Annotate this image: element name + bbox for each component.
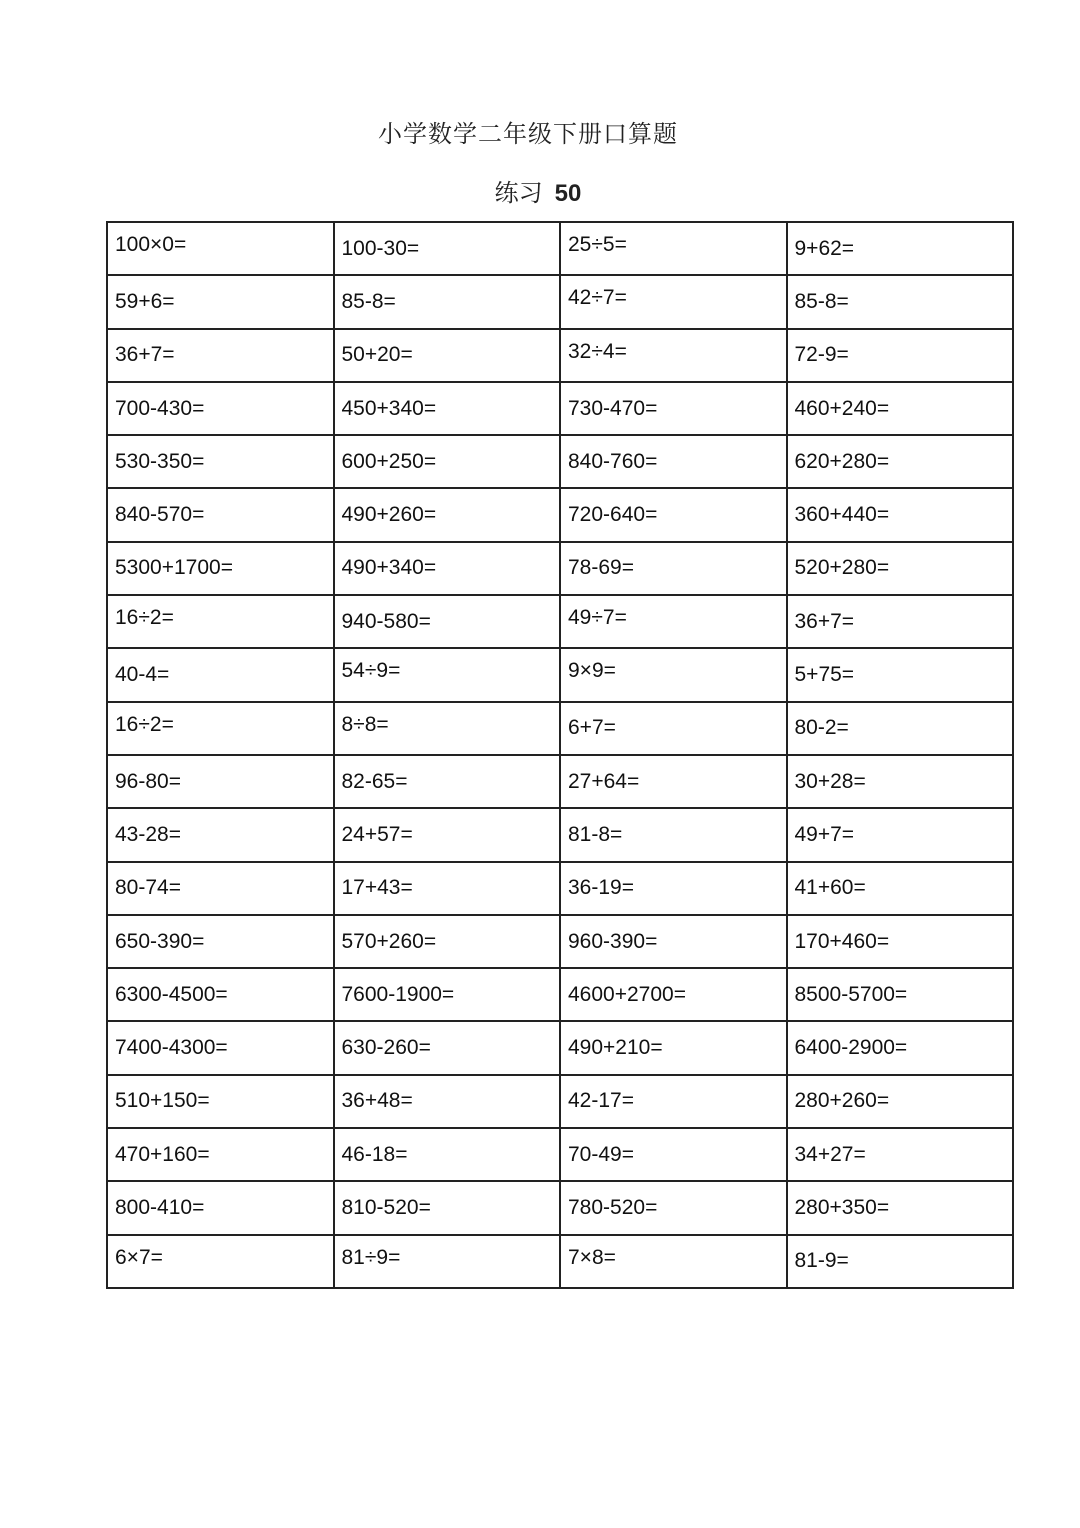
table-row (107, 275, 1013, 328)
problem-cell: 16÷2= (107, 702, 334, 755)
problem-cell: 4600+2700= (560, 968, 787, 1021)
problem-cell: 49+7= (787, 808, 1014, 861)
problem-cell: 40-4= (107, 648, 334, 701)
problem-cell: 490+210= (560, 1021, 787, 1074)
problem-cell: 7×8= (560, 1235, 787, 1288)
problem-cell: 700-430= (107, 382, 334, 435)
problem-cell: 80-74= (107, 862, 334, 915)
problem-cell: 510+150= (107, 1075, 334, 1128)
problem-cell: 630-260= (334, 1021, 561, 1074)
problem-cell: 6+7= (560, 702, 787, 755)
problem-cell: 80-2= (787, 702, 1014, 755)
problem-cell: 34+27= (787, 1128, 1014, 1181)
problem-cell: 41+60= (787, 862, 1014, 915)
table-row (107, 542, 1013, 595)
problem-cell: 490+260= (334, 488, 561, 541)
problem-cell: 27+64= (560, 755, 787, 808)
table-row (107, 595, 1013, 648)
problem-cell: 30+28= (787, 755, 1014, 808)
problem-cell: 530-350= (107, 435, 334, 488)
exercise-heading (0, 173, 1076, 208)
problem-cell: 100-30= (334, 222, 561, 275)
problem-cell: 780-520= (560, 1181, 787, 1234)
problem-cell: 170+460= (787, 915, 1014, 968)
problem-cell: 81-8= (560, 808, 787, 861)
problem-cell: 5+75= (787, 648, 1014, 701)
table-row (107, 1181, 1013, 1234)
problem-cell: 72-9= (787, 329, 1014, 382)
problem-cell: 280+350= (787, 1181, 1014, 1234)
problem-cell: 570+260= (334, 915, 561, 968)
exercise-number: 50 (554, 180, 582, 207)
table-row (107, 702, 1013, 755)
problem-cell: 6300-4500= (107, 968, 334, 1021)
problem-cell: 730-470= (560, 382, 787, 435)
problem-cell: 490+340= (334, 542, 561, 595)
table-row (107, 1235, 1013, 1288)
problem-cell: 24+57= (334, 808, 561, 861)
problem-cell: 16÷2= (107, 595, 334, 648)
problem-cell: 650-390= (107, 915, 334, 968)
problem-cell: 8500-5700= (787, 968, 1014, 1021)
problem-cell: 36+7= (107, 329, 334, 382)
problem-cell: 32÷4= (560, 329, 787, 382)
table-row (107, 329, 1013, 382)
problem-cell: 100×0= (107, 222, 334, 275)
problem-cell: 7600-1900= (334, 968, 561, 1021)
problem-cell: 96-80= (107, 755, 334, 808)
table-row (107, 1075, 1013, 1128)
table-row (107, 222, 1013, 275)
table-row (107, 488, 1013, 541)
problem-cell: 46-18= (334, 1128, 561, 1181)
problem-cell: 49÷7= (560, 595, 787, 648)
problem-cell: 78-69= (560, 542, 787, 595)
table-row (107, 915, 1013, 968)
problem-cell: 810-520= (334, 1181, 561, 1234)
problem-cell: 42÷7= (560, 275, 787, 328)
problem-cell: 81-9= (787, 1235, 1014, 1288)
problem-cell: 8÷8= (334, 702, 561, 755)
problem-cell: 840-570= (107, 488, 334, 541)
problem-cell: 9×9= (560, 648, 787, 701)
problem-cell: 940-580= (334, 595, 561, 648)
problem-table (106, 221, 1014, 1289)
table-row (107, 1128, 1013, 1181)
problem-cell: 36+48= (334, 1075, 561, 1128)
problem-cell: 50+20= (334, 329, 561, 382)
problem-cell: 600+250= (334, 435, 561, 488)
problem-cell: 85-8= (787, 275, 1014, 328)
problem-cell: 54÷9= (334, 648, 561, 701)
problem-cell: 17+43= (334, 862, 561, 915)
problem-cell: 7400-4300= (107, 1021, 334, 1074)
problem-cell: 81÷9= (334, 1235, 561, 1288)
problem-cell: 6400-2900= (787, 1021, 1014, 1074)
problem-cell: 36+7= (787, 595, 1014, 648)
problem-cell: 36-19= (560, 862, 787, 915)
problem-cell: 470+160= (107, 1128, 334, 1181)
problem-cell: 25÷5= (560, 222, 787, 275)
table-row (107, 862, 1013, 915)
problem-cell: 520+280= (787, 542, 1014, 595)
problem-cell: 70-49= (560, 1128, 787, 1181)
problem-cell: 360+440= (787, 488, 1014, 541)
table-row (107, 808, 1013, 861)
problem-cell: 6×7= (107, 1235, 334, 1288)
problem-cell: 5300+1700= (107, 542, 334, 595)
table-row (107, 435, 1013, 488)
problem-cell: 460+240= (787, 382, 1014, 435)
problem-cell: 280+260= (787, 1075, 1014, 1128)
problem-cell: 9+62= (787, 222, 1014, 275)
table-row (107, 648, 1013, 701)
problem-cell: 450+340= (334, 382, 561, 435)
problem-cell: 82-65= (334, 755, 561, 808)
problem-cell: 800-410= (107, 1181, 334, 1234)
page-title: 小学数学二年级下册口算题 (378, 120, 678, 148)
problem-cell: 43-28= (107, 808, 334, 861)
table-row (107, 755, 1013, 808)
problem-cell: 42-17= (560, 1075, 787, 1128)
table-row (107, 382, 1013, 435)
table-row (107, 1021, 1013, 1074)
problem-cell: 59+6= (107, 275, 334, 328)
problem-cell: 840-760= (560, 435, 787, 488)
problem-cell: 960-390= (560, 915, 787, 968)
table-row (107, 968, 1013, 1021)
problem-cell: 620+280= (787, 435, 1014, 488)
problem-cell: 85-8= (334, 275, 561, 328)
problem-cell: 720-640= (560, 488, 787, 541)
exercise-label: 练习 (494, 179, 543, 207)
